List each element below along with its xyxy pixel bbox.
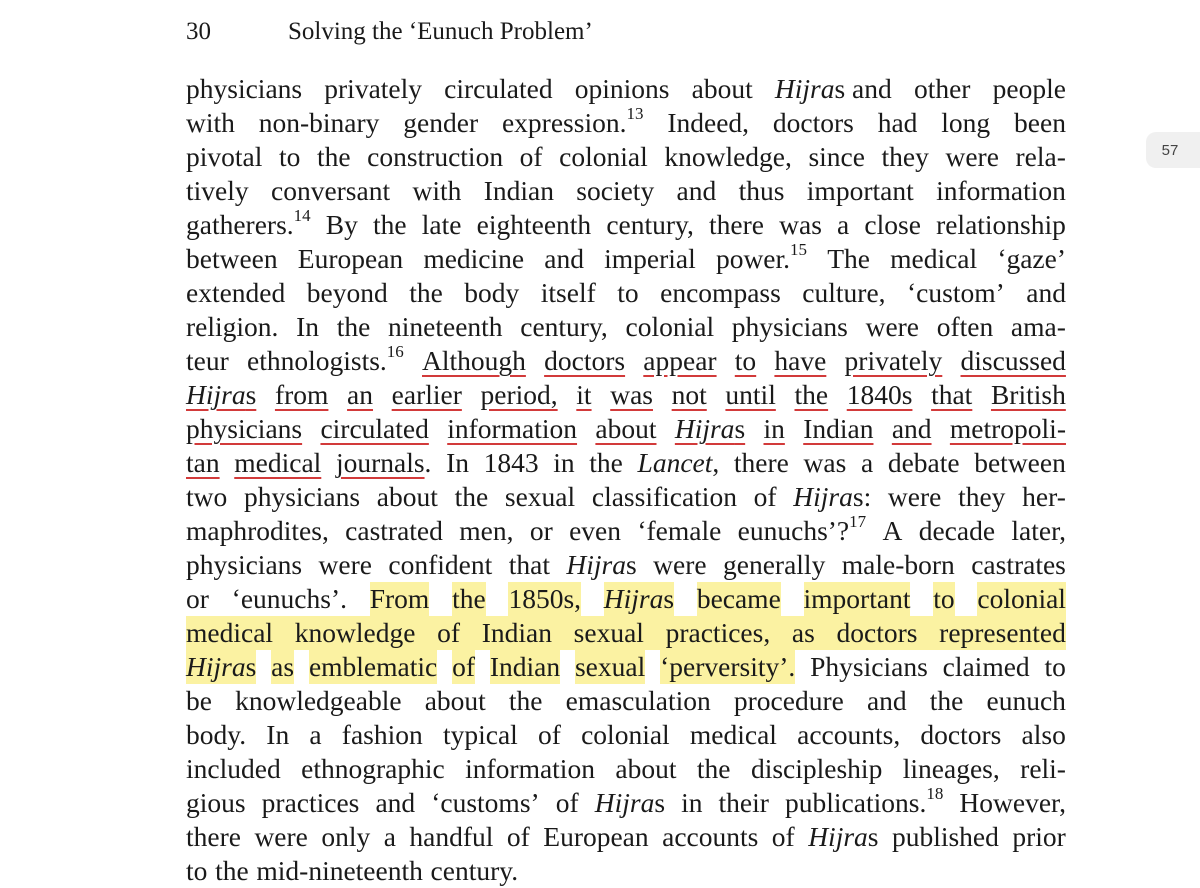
word: maphrodites, (186, 515, 329, 546)
word: in (763, 413, 785, 444)
word: medical (186, 617, 274, 648)
word: about (376, 481, 438, 512)
word: about (424, 685, 486, 716)
word: also (1021, 719, 1066, 750)
word: in (681, 787, 703, 818)
word: accounts (662, 821, 759, 852)
word: information (465, 753, 595, 784)
word: the (409, 277, 443, 308)
word: body (464, 277, 520, 308)
text-line (186, 650, 1066, 684)
word: castrated (345, 515, 443, 546)
word: doctors (772, 107, 854, 138)
word: a (860, 447, 874, 478)
word: practices (261, 787, 360, 818)
word (246, 341, 404, 378)
word: society (576, 175, 655, 206)
word (715, 239, 808, 276)
word: conversant (270, 175, 391, 206)
word: gious (186, 787, 246, 818)
text-line (186, 582, 1066, 616)
word: that (931, 379, 973, 410)
word: opinions (574, 73, 670, 104)
word-body: ethnologists. (246, 345, 387, 376)
word: been (1014, 107, 1066, 138)
word-body: publications. (785, 787, 927, 818)
word: ama- (1010, 311, 1066, 342)
word: or (186, 583, 209, 614)
word: In (446, 447, 469, 478)
word: privately (324, 73, 423, 104)
word: claimed (942, 651, 1030, 682)
word: century, (520, 311, 608, 342)
word: that (508, 549, 550, 580)
text-line (186, 140, 1066, 174)
word-tail: s (245, 651, 257, 682)
word: only (321, 821, 371, 852)
highlighted-word: ‘perversity’. (660, 651, 796, 682)
word: prior (1012, 821, 1066, 852)
word: Physicians (810, 651, 928, 682)
word: beyond (306, 277, 388, 308)
word (638, 446, 720, 480)
highlighted-word: the (452, 583, 486, 614)
italic-term: Lancet (637, 447, 713, 478)
highlighted-word (604, 582, 674, 616)
word: knowledgeable (235, 685, 402, 716)
word: eunuch (986, 685, 1066, 716)
text-line-underlined (186, 412, 1066, 446)
word: procedure (733, 685, 844, 716)
word: confident (388, 549, 493, 580)
word: generally (723, 549, 826, 580)
highlighted-word: emblematic (308, 651, 438, 682)
text-line (186, 752, 1066, 786)
italic-term: Hijra (774, 73, 835, 104)
word: physicians (186, 549, 303, 580)
word: had (877, 107, 918, 138)
italic-term: Hijra (186, 651, 246, 682)
word: were (653, 549, 707, 580)
word: physicians (186, 73, 303, 104)
word: sexual (504, 481, 576, 512)
word: and (866, 685, 907, 716)
word: the (454, 481, 489, 512)
word (675, 412, 745, 446)
word: of (506, 821, 530, 852)
running-head: Solving the ‘Eunuch Problem’ (288, 18, 593, 45)
word: medical (890, 243, 978, 274)
word (793, 480, 871, 514)
word: decade (918, 515, 996, 546)
word: about (615, 753, 677, 784)
word: reli- (1020, 753, 1066, 784)
word: important (806, 175, 914, 206)
italic-term: Hijra (566, 549, 626, 580)
word: of (771, 821, 795, 852)
word: to (186, 855, 208, 886)
word: century. (430, 855, 519, 886)
word: The (827, 243, 870, 274)
word: and (676, 175, 717, 206)
footnote-ref[interactable]: 15 (790, 239, 808, 259)
word: and (375, 787, 416, 818)
word: a (309, 719, 322, 750)
word-tail: s (626, 549, 637, 580)
text-line (186, 480, 1066, 514)
underlined-word: discussed (960, 345, 1066, 376)
word: thus (738, 175, 785, 206)
word: the (696, 753, 731, 784)
word: physicians (186, 413, 303, 444)
underlined-word: appear (643, 345, 717, 376)
word: or (529, 515, 553, 546)
word: debate (887, 447, 960, 478)
word: with (186, 107, 235, 138)
word: was (803, 447, 847, 478)
italic-term: Hijra (186, 379, 246, 410)
word (186, 205, 311, 242)
word: they (881, 141, 929, 172)
word: sexual (573, 617, 644, 648)
word: However, (959, 787, 1066, 818)
word: of (753, 481, 777, 512)
word: pivotal (186, 141, 263, 172)
word-tail: s (734, 413, 746, 444)
word (775, 72, 892, 106)
word: were (254, 821, 308, 852)
word: included (186, 753, 281, 784)
word: to (278, 141, 301, 172)
word: later, (1011, 515, 1066, 546)
word-body: gatherers. (186, 209, 294, 240)
word: was (610, 379, 653, 410)
text-line (186, 718, 1066, 752)
word: discipleship (750, 753, 883, 784)
word: the (215, 855, 249, 886)
word: ‘gaze’ (997, 243, 1066, 274)
word: people (992, 73, 1066, 104)
word: were (865, 311, 920, 342)
word: published (891, 821, 999, 852)
text-line (186, 72, 1066, 106)
word: and (1026, 277, 1066, 308)
word-body: power. (715, 243, 791, 274)
highlighted-word: important (803, 583, 911, 614)
word: Indian (483, 175, 554, 206)
word: religion. (186, 311, 279, 342)
word (808, 820, 878, 854)
word: nineteenth (388, 311, 503, 342)
word: handful (409, 821, 494, 852)
word: men, (459, 515, 514, 546)
word: accounts, (797, 719, 901, 750)
word: circulated (320, 413, 429, 444)
text-line (186, 310, 1066, 344)
highlighted-word: became (696, 583, 781, 614)
word: non-binary (258, 107, 380, 138)
word: the (794, 379, 829, 410)
word: Indeed, (667, 107, 750, 138)
word: of (519, 141, 543, 172)
highlighted-word: From (369, 583, 430, 614)
word-tail: s: (852, 481, 872, 512)
word: ‘custom’ (907, 277, 1005, 308)
word: Indian (803, 413, 874, 444)
word: two (186, 481, 228, 512)
highlighted-word: colonial (977, 583, 1066, 614)
underlined-word: tan (186, 447, 220, 478)
word: her- (1022, 481, 1066, 512)
word: often (936, 311, 994, 342)
underlined-word: doctors (544, 345, 626, 376)
italic-term: Hijra (603, 583, 664, 614)
word: close (864, 209, 921, 240)
word: a (383, 821, 396, 852)
punctuation: . (424, 447, 432, 478)
word: typical (442, 719, 518, 750)
footnote-ref[interactable]: 13 (626, 103, 644, 123)
italic-term: Hijra (808, 821, 868, 852)
underlined-word: journals (335, 447, 425, 478)
word: practices, (665, 617, 771, 648)
word: knowledge, (664, 141, 792, 172)
word: until (725, 379, 776, 410)
word: other (913, 73, 971, 104)
word: European (543, 821, 649, 852)
word: knowledge (294, 617, 416, 648)
word: In (296, 311, 320, 342)
word: the (929, 685, 964, 716)
word: long (941, 107, 991, 138)
text-line (186, 239, 1066, 276)
word: between (186, 243, 278, 274)
footnote-ref[interactable]: 18 (926, 783, 944, 803)
word: ‘eunuchs’. (231, 583, 347, 614)
word: body. (186, 719, 247, 750)
word: extended (186, 277, 286, 308)
word (336, 446, 431, 480)
word-body: eunuchs’? (737, 515, 850, 546)
text-line (186, 783, 1066, 820)
text-line (186, 341, 1066, 378)
word: of (555, 787, 579, 818)
word: information (447, 413, 578, 444)
word-tail: s (867, 821, 879, 852)
word-tail: s and (834, 73, 892, 104)
word: construction (367, 141, 504, 172)
word: between (974, 447, 1066, 478)
word: In (266, 719, 290, 750)
word: an (347, 379, 374, 410)
word: the (336, 311, 371, 342)
word: imperial (604, 243, 696, 274)
footnote-ref[interactable]: 17 (849, 511, 867, 531)
word: a (837, 209, 850, 240)
highlighted-word: 1850s, (508, 583, 582, 614)
word: period, (480, 379, 558, 410)
word: there (709, 209, 764, 240)
italic-term: Hijra (674, 413, 735, 444)
word (566, 548, 636, 582)
word: classification (591, 481, 737, 512)
word: mid-nineteenth (256, 855, 423, 886)
highlighted-word: as (271, 651, 295, 682)
word: colonial (581, 719, 670, 750)
word: teur (186, 345, 229, 376)
text-line (186, 820, 1066, 854)
word: since (808, 141, 865, 172)
word: be (186, 685, 212, 716)
highlighted-word: of (452, 651, 475, 682)
word: as (791, 617, 815, 648)
text-line-highlighted (186, 616, 1066, 650)
word: itself (540, 277, 596, 308)
word: in (553, 447, 575, 478)
word: castrates (971, 549, 1066, 580)
word: Indian (481, 617, 552, 648)
text-line (186, 103, 1066, 140)
word: 1843 (483, 447, 539, 478)
word: to (1044, 651, 1066, 682)
word: rela- (1015, 141, 1066, 172)
word: about (691, 73, 753, 104)
italic-term: Hijra (594, 787, 655, 818)
word: the (373, 209, 407, 240)
underlined-word: Although (422, 345, 526, 376)
word: European (297, 243, 404, 274)
word (785, 783, 944, 820)
word (186, 378, 256, 412)
word: there (186, 821, 241, 852)
word: the (508, 685, 543, 716)
word: ‘female (637, 515, 722, 546)
word: encompass (660, 277, 781, 308)
word: to (617, 277, 639, 308)
word: represented (939, 617, 1066, 648)
highlighted-word: sexual (574, 651, 646, 682)
word: eighteenth (476, 209, 592, 240)
footnote-ref[interactable]: 14 (293, 205, 311, 225)
word: colonial (625, 311, 715, 342)
underlined-word: medical (234, 447, 322, 478)
body-paragraph (186, 72, 1066, 888)
text-line (186, 276, 1066, 310)
word-tail: s (245, 379, 257, 410)
word: was (779, 209, 822, 240)
word: they (958, 481, 1006, 512)
page-number: 30 (186, 18, 211, 45)
word: culture, (802, 277, 886, 308)
word-tail: s (654, 787, 666, 818)
word: doctors (920, 719, 1002, 750)
text-line (186, 205, 1066, 242)
text-line (186, 446, 1066, 480)
word: of (537, 719, 561, 750)
word (501, 103, 644, 140)
text-line (186, 684, 1066, 718)
word: were (887, 481, 942, 512)
footnote-ref[interactable]: 16 (386, 341, 404, 361)
word: lineages, (902, 753, 1000, 784)
word: were (945, 141, 999, 172)
word: physicians (243, 481, 361, 512)
word: By (325, 209, 358, 240)
word: the (589, 447, 623, 478)
word: information (936, 175, 1066, 206)
word: about (595, 413, 657, 444)
word: were (318, 549, 372, 580)
word: and (891, 413, 932, 444)
word-tail: s (663, 583, 675, 614)
page-indicator-badge[interactable]: 57 (1146, 132, 1200, 168)
word: medical (689, 719, 777, 750)
word: ethnographic (301, 753, 445, 784)
highlighted-word: Indian (489, 651, 561, 682)
word: relationship (936, 209, 1066, 240)
word: doctors (836, 617, 918, 648)
word: from (274, 379, 329, 410)
word: medicine (423, 243, 525, 274)
word: metropoli- (949, 413, 1066, 444)
text-line (186, 174, 1066, 208)
text-line (186, 854, 1066, 888)
word: even (569, 515, 621, 546)
word: ‘customs’ (431, 787, 540, 818)
text-line (186, 511, 1066, 548)
highlighted-word (186, 650, 256, 684)
text-line-underlined (186, 378, 1066, 412)
word: fashion (341, 719, 423, 750)
word (737, 511, 867, 548)
word: their (718, 787, 769, 818)
word: and (544, 243, 584, 274)
word: British (990, 379, 1066, 410)
italic-term: Hijra (793, 481, 853, 512)
word: not (671, 379, 707, 410)
word: colonial (559, 141, 648, 172)
text-line (186, 548, 1066, 582)
punctuation: , (712, 447, 720, 478)
highlighted-word: to (933, 583, 955, 614)
word: A (882, 515, 903, 546)
word: it (576, 379, 592, 410)
word (595, 786, 665, 820)
word: of (437, 617, 461, 648)
word-body: expression. (501, 107, 627, 138)
word: earlier (391, 379, 462, 410)
word: with (412, 175, 462, 206)
word: late (421, 209, 462, 240)
word: circulated (444, 73, 553, 104)
word: tively (186, 175, 249, 206)
word: century, (606, 209, 694, 240)
word: the (316, 141, 351, 172)
word: emasculation (565, 685, 711, 716)
word: physicians (731, 311, 848, 342)
underlined-word: have (774, 345, 827, 376)
word: gender (403, 107, 479, 138)
word: male-born (841, 549, 955, 580)
word: there (733, 447, 789, 478)
word: 1840s (846, 379, 913, 410)
underlined-word: privately (844, 345, 943, 376)
underlined-word: to (734, 345, 757, 376)
